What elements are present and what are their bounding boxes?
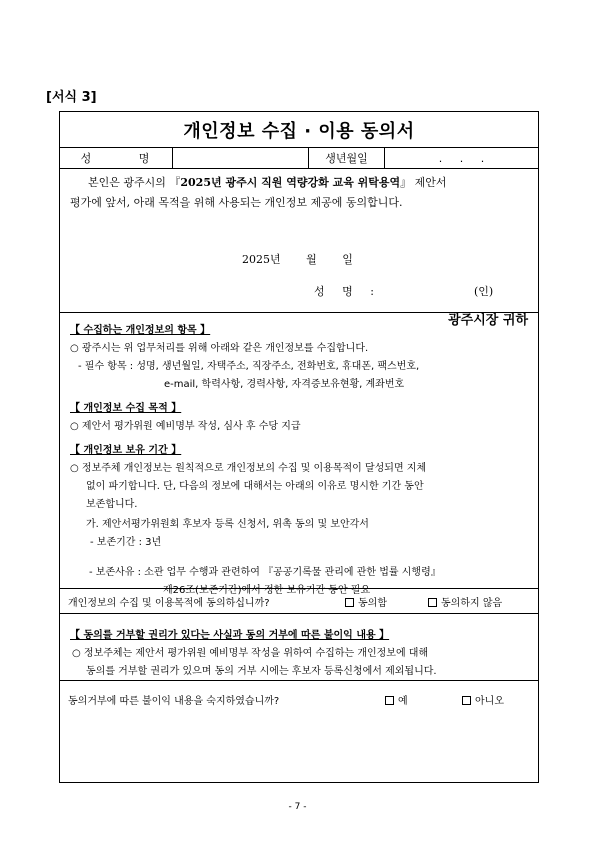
refusal-heading: 【 동의를 거부할 권리가 있다는 사실과 동의 거부에 따른 불이익 내용 】 bbox=[70, 630, 390, 641]
consent-text-b: 』 제안서 bbox=[400, 176, 447, 189]
addressee: 광주시장 귀하 bbox=[448, 313, 528, 328]
consent-paragraph bbox=[70, 173, 528, 213]
privacy-info-section bbox=[60, 313, 538, 589]
agree-label: 동의함 bbox=[358, 598, 387, 609]
retention-text-1: ○ 정보주체 개인정보는 원칙적으로 개인정보의 수집 및 이용목적이 달성되면 지체 bbox=[70, 463, 427, 474]
collect-heading: 【 수집하는 개인정보의 항목 】 bbox=[70, 325, 211, 336]
refusal-text-2: 동의를 거부할 권리가 있으며 동의 거부 시에는 후보자 등록신청에서 제외됩니다. bbox=[86, 666, 437, 677]
signature-label: 성 명 : bbox=[314, 285, 374, 298]
no-label: 아니오 bbox=[475, 696, 504, 707]
page-number: - 7 - bbox=[288, 802, 307, 812]
yes-checkbox[interactable] bbox=[385, 692, 408, 707]
purpose-heading: 【 개인정보 수집 목적 】 bbox=[70, 403, 182, 414]
disagree-checkbox[interactable] bbox=[428, 594, 502, 609]
consent-text-c: 평가에 앞서, 아래 목적을 위해 사용되는 개인정보 제공에 동의합니다. bbox=[70, 196, 403, 209]
disagree-label: 동의하지 않음 bbox=[441, 598, 503, 609]
agree-checkbox[interactable] bbox=[345, 594, 387, 609]
consent-form bbox=[59, 111, 539, 783]
collect-items-2: e-mail, 학력사항, 경력사항, 자격증보유현황, 계좌번호 bbox=[164, 379, 405, 390]
retention-text-3: 보존합니다. bbox=[86, 499, 138, 510]
birth-label: 생년월일 bbox=[309, 148, 385, 168]
form-title: 개인정보 수집 · 이용 동의서 bbox=[60, 112, 538, 148]
name-label: 성 명 bbox=[60, 148, 173, 168]
retention-reason-2: 제26조(보존기간)에서 정한 보유기간 동안 필요 bbox=[163, 585, 371, 596]
question1-text: 개인정보의 수집 및 이용목적에 동의하십니까? bbox=[68, 598, 270, 609]
collect-items-1: - 필수 항목 : 성명, 생년월일, 자택주소, 직장주소, 전화번호, 휴대폰, 팩스번호, bbox=[78, 361, 420, 372]
consent-text-a: 본인은 광주시의 『 bbox=[88, 176, 181, 189]
project-name: 2025년 광주시 직원 역량강화 교육 위탁용역 bbox=[180, 176, 401, 189]
seal-mark: (인) bbox=[474, 285, 494, 298]
signature-line bbox=[314, 283, 494, 299]
consent-statement bbox=[60, 169, 538, 328]
no-checkbox[interactable] bbox=[462, 692, 504, 707]
name-field[interactable] bbox=[173, 148, 309, 168]
yes-label: 예 bbox=[398, 696, 408, 707]
refusal-section bbox=[60, 614, 538, 681]
retention-text-2: 없이 파기합니다. 단, 다음의 정보에 대해서는 아래의 이유로 명시한 기간 동안 bbox=[86, 481, 424, 492]
form-number: [서식 3] bbox=[46, 90, 97, 105]
collect-intro: ○ 광주시는 위 업무처리를 위해 아래와 같은 개인정보를 수집합니다. bbox=[70, 343, 369, 354]
name-row bbox=[60, 148, 538, 169]
question2-text: 동의거부에 따른 불이익 내용을 숙지하였습니까? bbox=[68, 696, 280, 707]
refusal-text-1: ○ 정보주체는 제안서 평가위원 예비명부 작성을 위하여 수집하는 개인정보에 대해 bbox=[72, 648, 429, 659]
retention-sub: 가. 제안서평가위원회 후보자 등록 신청서, 위촉 동의 및 보안각서 bbox=[86, 519, 369, 530]
retention-reason-1: - 보존사유 : 소관 업무 수행과 관련하여 『공공기록물 관리에 관한 법률 시행령』 bbox=[89, 567, 441, 578]
consent-question-2 bbox=[60, 681, 538, 717]
consent-date: 2025년 월 일 bbox=[242, 253, 353, 266]
retention-period: - 보존기간 : 3년 bbox=[90, 537, 162, 548]
retention-heading: 【 개인정보 보유 기간 】 bbox=[70, 445, 182, 456]
purpose-text: ○ 제안서 평가위원 예비명부 작성, 심사 후 수당 지급 bbox=[70, 421, 301, 432]
birth-field[interactable]: . . . bbox=[438, 151, 485, 165]
